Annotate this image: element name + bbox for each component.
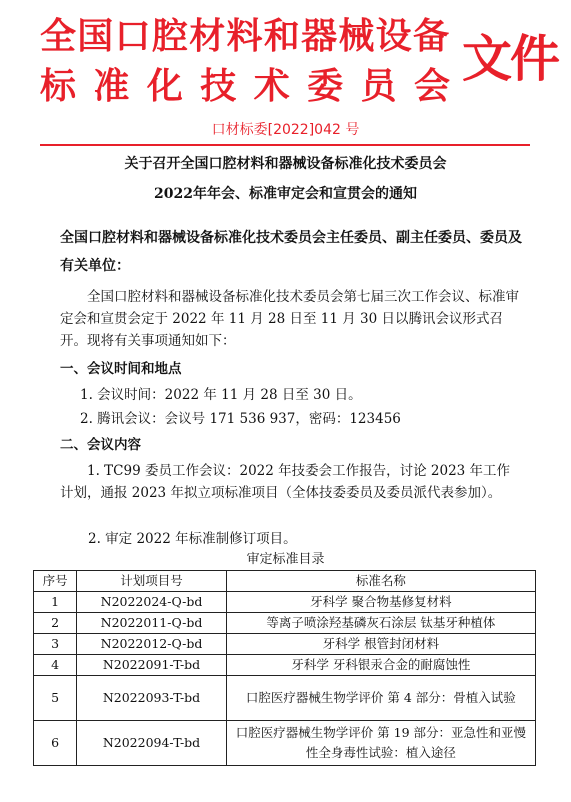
cell-index: 5 <box>34 676 77 721</box>
table-row <box>34 592 536 613</box>
cell-project-number: N2022093-T-bd <box>77 676 226 721</box>
letterhead-org-line1: 全国口腔材料和器械设备 <box>40 16 450 57</box>
section2-item-committee-meeting: 1. TC99 委员工作会议：2022 年技委会工作报告，讨论 2023 年工作计划，通报 2023 年拟立项标准项目（全体技委委员及委员派代表参加）。 <box>60 463 511 501</box>
section1-item-tencent-meeting: 2. 腾讯会议：会议号 171 536 937，密码：123456 <box>80 411 401 427</box>
cell-index: 2 <box>34 613 77 634</box>
cell-standard-name: 口腔医疗器械生物学评价 第 4 部分：骨植入试验 <box>226 676 535 721</box>
table-row <box>34 613 536 634</box>
cell-standard-name: 口腔医疗器械生物学评价 第 19 部分：亚急性和亚慢性全身毒性试验：植入途径 <box>226 721 535 766</box>
cell-index: 1 <box>34 592 77 613</box>
cell-project-number: N2022012-Q-bd <box>77 634 226 655</box>
letterhead <box>0 0 571 120</box>
section1-item-time: 1. 会议时间：2022 年 11 月 28 日至 30 日。 <box>80 387 362 403</box>
letterhead-document-word: 文件 <box>462 30 558 88</box>
cell-standard-name: 等离子喷涂羟基磷灰石涂层 钛基牙种植体 <box>226 613 535 634</box>
section2-heading: 二、会议内容 <box>60 437 141 453</box>
notice-title-line1: 关于召开全国口腔材料和器械设备标准化技术委员会 <box>124 156 447 172</box>
table-row <box>34 634 536 655</box>
cell-index: 6 <box>34 721 77 766</box>
cell-project-number: N2022024-Q-bd <box>77 592 226 613</box>
red-divider-line <box>40 144 530 146</box>
document-number: 口材标委[2022]042 号 <box>211 122 360 138</box>
cell-index: 4 <box>34 655 77 676</box>
table-caption: 审定标准目录 <box>246 552 325 567</box>
table-header-row <box>34 571 536 592</box>
table-row <box>34 721 536 766</box>
cell-project-number: N2022094-T-bd <box>77 721 226 766</box>
header-cell-index: 序号 <box>34 571 77 592</box>
section2-item-standard-review: 2. 审定 2022 年标准制修订项目。 <box>88 531 297 547</box>
cell-project-number: N2022011-Q-bd <box>77 613 226 634</box>
intro-paragraph: 全国口腔材料和器械设备标准化技术委员会第七届三次工作会议、标准审定会和宣贯会定于 2022 年 11 月 28 日至 11 月 30 日以腾讯会议形式召开。现将有关事项通知如下： <box>60 289 519 349</box>
cell-index: 3 <box>34 634 77 655</box>
addressee: 全国口腔材料和器械设备标准化技术委员会主任委员、副主任委员、委员及有关单位： <box>60 230 522 274</box>
notice-title-line2: 2022年年会、标准审定会和宣贯会的通知 <box>154 186 417 202</box>
cell-standard-name: 牙科学 聚合物基修复材料 <box>226 592 535 613</box>
cell-standard-name: 牙科学 牙科银汞合金的耐腐蚀性 <box>226 655 535 676</box>
cell-project-number: N2022091-T-bd <box>77 655 226 676</box>
standards-table <box>33 570 536 766</box>
section1-heading: 一、会议时间和地点 <box>60 361 182 377</box>
header-cell-project-number: 计划项目号 <box>77 571 226 592</box>
table-row <box>34 676 536 721</box>
letterhead-org-line2: 标准化技术委员会 <box>40 66 450 107</box>
cell-standard-name: 牙科学 根管封闭材料 <box>226 634 535 655</box>
header-cell-standard-name: 标准名称 <box>226 571 535 592</box>
table-row <box>34 655 536 676</box>
